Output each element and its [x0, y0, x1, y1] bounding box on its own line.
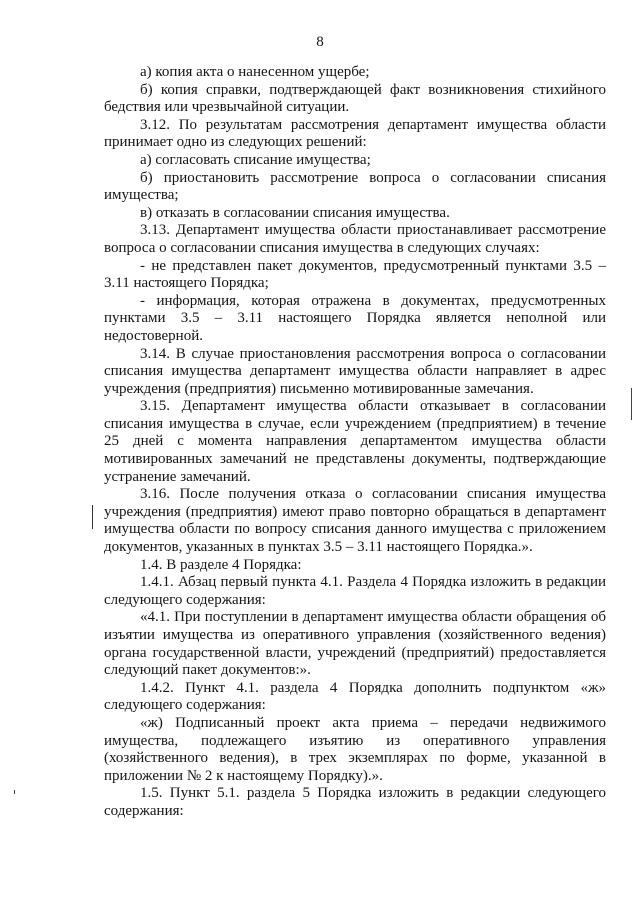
clause-1-4: 1.4. В разделе 4 Порядка:: [140, 556, 302, 573]
suspension-case-2: - информация, которая отражена в документах, предусмотренных пунктами 3.5 – 3.11 настоящего Порядка является неполной или недостоверной.: [104, 292, 606, 344]
decision-a-approve: а) согласовать списание имущества;: [140, 151, 371, 168]
clause-1-4-2: 1.4.2. Пункт 4.1. раздела 4 Порядка дополнить подпунктом «ж» следующего содержания:: [104, 679, 606, 714]
list-item-a-act-copy: а) копия акта о нанесенном ущербе;: [140, 64, 370, 80]
decision-c-refuse: в) отказать в согласовании списания имущества.: [140, 204, 450, 221]
suspension-case-1: - не представлен пакет документов, предусмотренный пунктами 3.5 – 3.11 настоящего Порядка;: [104, 257, 606, 292]
clause-1-4-1: 1.4.1. Абзац первый пункта 4.1. Раздела 4 Порядка изложить в редакции следующего содержания:: [104, 574, 606, 608]
document-body: [104, 64, 606, 821]
clause-1-5: 1.5. Пункт 5.1. раздела 5 Порядка изложить в редакции следующего содержания:: [104, 785, 606, 819]
scan-speck: [14, 790, 15, 794]
clause-3-14: 3.14. В случае приостановления рассмотрения вопроса о согласовании списания имущества департамент имущества области направляет в адрес учреждения (предприятия) письменно мотивированные замечания.: [104, 345, 606, 397]
decision-b-suspend: б) приостановить рассмотрение вопроса о согласовании списания имущества;: [104, 169, 606, 204]
clause-3-13: 3.13. Департамент имущества области приостанавливает рассмотрение вопроса о согласовании списания имущества в следующих случаях:: [104, 222, 606, 256]
quoted-clause-4-1: «4.1. При поступлении в департамент имущества области обращения об изъятии имущества из оперативного управления (хозяйственного ведения) органа государственной власти, учреждений (предприятий) предоставляется следующий пакет документов:».: [104, 609, 606, 679]
scan-edge-mark: [631, 388, 632, 420]
clause-3-12: 3.12. По результатам рассмотрения департамент имущества области принимает одно из следующих решений:: [104, 116, 606, 151]
clause-3-16: 3.16. После получения отказа о согласовании списания имущества учреждения (предприятия) имеют право повторно обращаться в департамент имущества области по вопросу списания данного имущества с приложением документов, указанных в пунктах 3.5 – 3.11 настоящего Порядка.».: [104, 486, 606, 556]
margin-mark: [92, 505, 93, 529]
list-item-b-certificate-copy: б) копия справки, подтверждающей факт возникновения стихийного бедствия или чрезвычайной ситуации.: [104, 81, 606, 116]
quoted-subclause-zh: «ж) Подписанный проект акта приема – передачи недвижимого имущества, подлежащего изъятию из оперативного управления (хозяйственного ведения), в трех экземплярах по форме, указанной в приложении № 2 к настоящему Порядку).».: [104, 714, 606, 784]
clause-3-15: 3.15. Департамент имущества области отказывает в согласовании списания имущества в случае, если учреждением (предприятием) в течение 25 дней с момента направления департаментом имущества области мотивированных замечаний не представлены документы, подтверждающие устранение замечаний.: [104, 398, 606, 485]
page-number: 8: [316, 34, 324, 50]
